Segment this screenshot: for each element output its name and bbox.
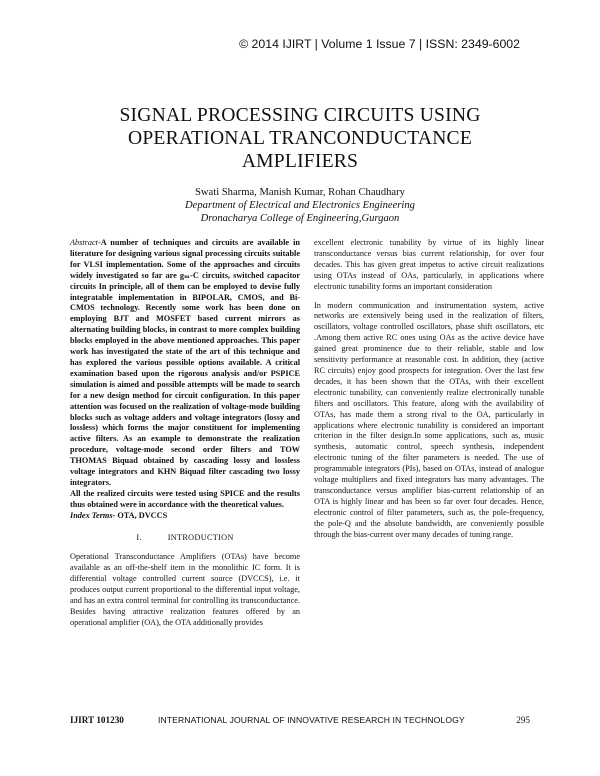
index-terms-label: Index Terms- [70, 510, 116, 520]
section-number: I. [136, 532, 142, 542]
abstract-body-2: All the realized circuits were tested using SPICE and the results thus obtained were in accordance with the theoretical values. [70, 488, 300, 509]
section-title: INTRODUCTION [167, 532, 234, 542]
title-line: AMPLIFIERS [241, 151, 359, 172]
paper-title [60, 104, 540, 173]
intro-paragraph-1-continued: excellent electronic tunability by virtue of its highly linear transconductance versus bias current relationship, for over four decades. This has given great impetus to active circuit realizations using OTAs instead of OAs, particularly, in applications where electronic tunability forms an important consideration [314, 238, 544, 291]
author-names: Swati Sharma, Manish Kumar, Rohan Chaudhary [195, 187, 405, 198]
page-number: 295 [516, 715, 530, 725]
intro-paragraph-2: In modern communication and instrumentation system, active networks are extensively being used in the realization of filters, oscillators, voltage controlled oscillators, phase shift oscillators, etc .Among them active RC ones using OAs as the active device have gained great prominence due to their reliable, stable and low sensitivity performance at reasonable cost. In addition, they (active RC circuits) enjoy good prospects for integration. Over the last few decades, it has been shown that the OTAs, with their excellent electronic tunability, can conveniently realize electronically tunable filters and oscillators. This feature, along with the availability of OTAs, has made them a strong rival to the OA, particularly in applications where electronic tunability is considered an important criterion in the filter design.In some applications, such as, music synthesis, automatic control, speech synthesis, independent electronic tuning of the filter parameters is needed. The use of programmable integrators (PIs), based on OTAs, instead of analogue voltage multipliers and fixed integrators has many advantages. The transconductance versus amplifier bias-current relationship of an OTA is highly linear and has been so far over four decades. Hence, electronic control of filter parameters, such as, the pole-frequency, the pole-Q and the absolute bandwidth, are conveniently possible through the bias-current over many decades of tuning range. [314, 300, 544, 539]
author-department: Department of Electrical and Electronics Engineering [185, 200, 415, 211]
journal-header: © 2014 IJIRT | Volume 1 Issue 7 | ISSN: 2349-6002 [239, 37, 520, 51]
title-line: OPERATIONAL TRANCONDUCTANCE [127, 128, 472, 149]
journal-name: INTERNATIONAL JOURNAL OF INNOVATIVE RESEARCH IN TECHNOLOGY [158, 715, 465, 725]
section-heading [70, 533, 300, 544]
index-terms-value: OTA, DVCCS [115, 510, 168, 520]
title-line: SIGNAL PROCESSING CIRCUITS USING [119, 105, 481, 126]
author-block [60, 186, 540, 225]
intro-paragraph-1: Operational Transconductance Amplifiers (OTAs) have become available as an off-the-shelf item in the monolithic IC form. It is differential voltage controlled current source (DVCCS), i.e. it produces output current proportional to the differential input voltage, and has an extra control terminal for controlling its transconductance. Besides having attractive realization features offered by an operational amplifier (OA), the OTA additionally provides [70, 552, 300, 627]
right-column [314, 238, 544, 540]
index-terms [70, 511, 300, 522]
abstract-body: A number of techniques and circuits are available in literature for designing various signal processing circuits suitable for VLSI implementation. Some of the approaches and circuits widely investigated so far are gₘ-C circuits, switched capacitor circuits In principle, all of them can be employed to devise fully integratable implementation in BIPOLAR, CMOS, and Bi-CMOS technology. Recently some work has been done on employing BJT and MOSFET based current mirrors as alternating building blocks, in contrast to more complex building blocks employed in the above mentioned approaches. This paper work has investigated the state of the art of this technique and has explored the various possible options available. A critical examination based upon the rigorous analysis and/or PSPICE simulation is aimed and possible attempts will be made to search for a new design method for circuit configuration. In this paper attention was focused on the realization of voltage-mode building blocks such as voltage adders and voltage integrators (lossy and lossless) which forms the major constituent for implementing active filters. As an example to demonstrate the realization procedure, voltage-mode second order filters and TOW THOMAS Biquad obtained by cascading lossy and lossless voltage integrators and KHN Biquad filter cascading two lossy integrators. [70, 238, 300, 487]
abstract-label: Abstract- [70, 238, 101, 247]
left-column [70, 238, 300, 629]
author-college: Dronacharya College of Engineering,Gurgaon [200, 213, 400, 224]
paper-id: IJIRT 101230 [70, 715, 124, 725]
abstract [70, 238, 300, 489]
